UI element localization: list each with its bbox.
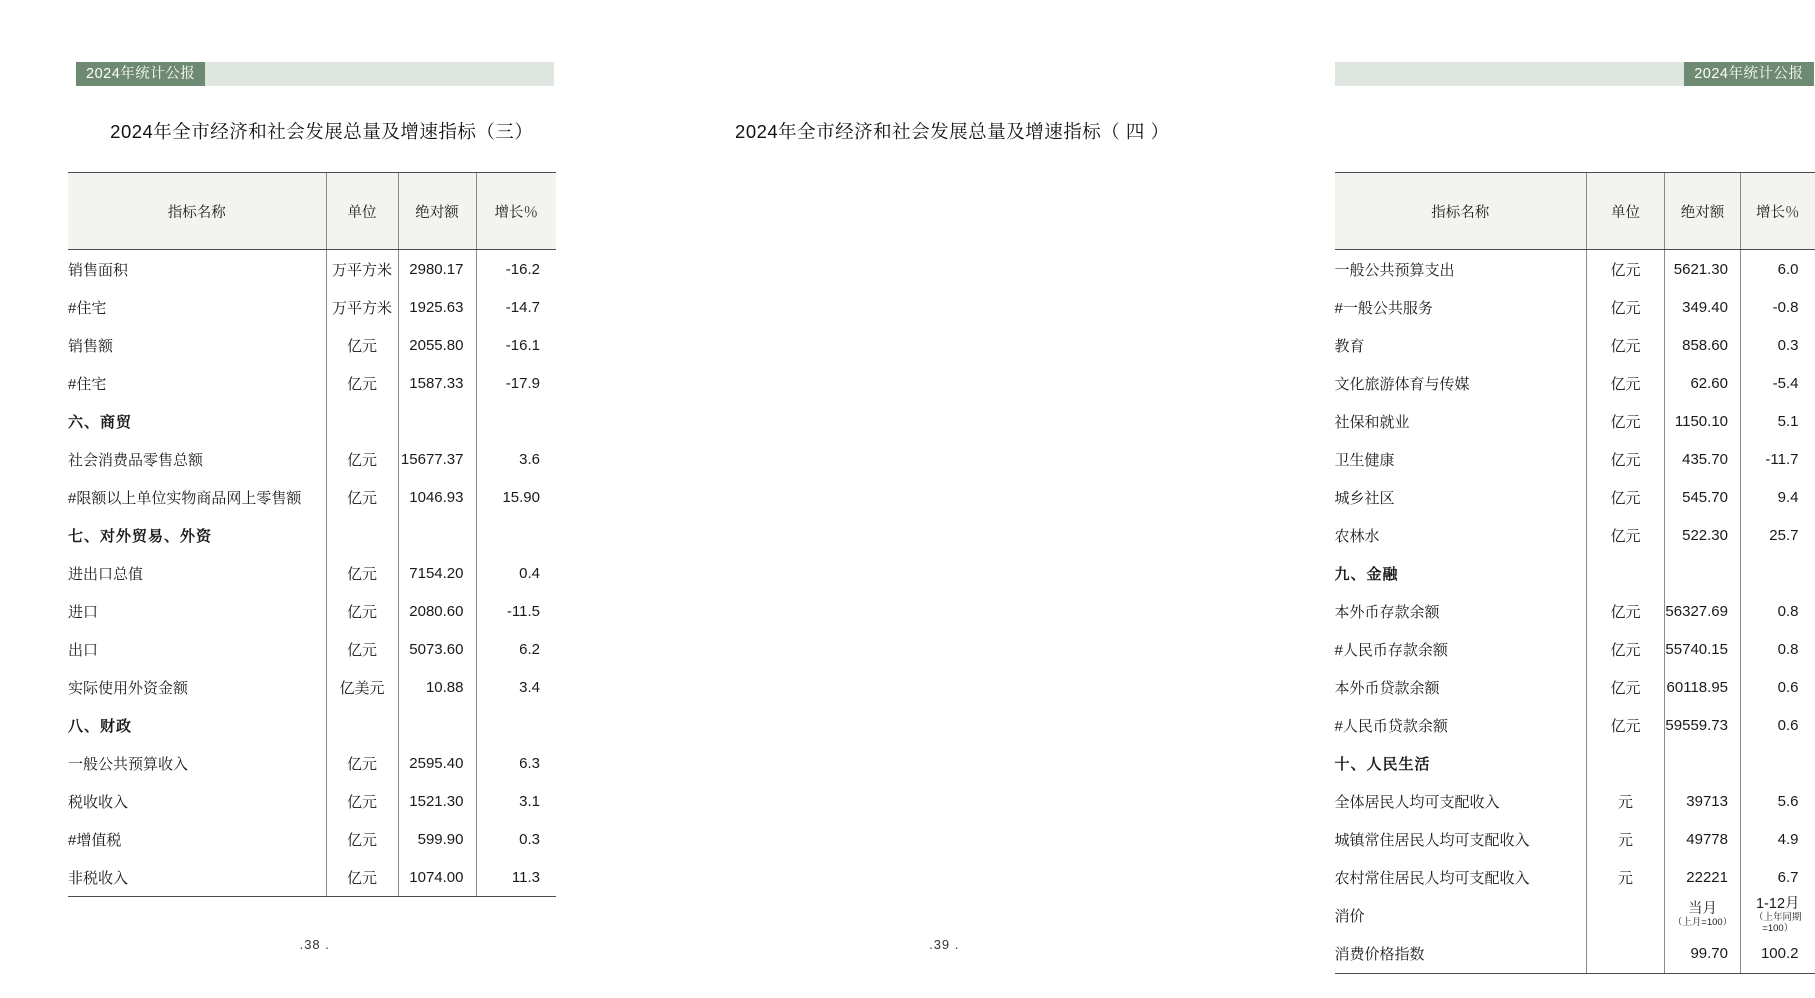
indicator-unit: 亿元 [326,326,398,364]
indicator-growth: 6.0 [1741,250,1815,289]
indicator-absolute: 1046.93 [398,478,476,516]
col-header-unit: 单位 [326,173,398,250]
indicator-growth: 0.3 [1741,326,1815,364]
indicator-unit [1587,744,1665,782]
indicator-absolute [398,706,476,744]
indicator-growth: -17.9 [476,364,556,402]
indicator-absolute: 59559.73 [1665,706,1741,744]
running-header-left [76,62,554,86]
table-row [1335,896,1815,935]
indicator-growth: 3.1 [476,782,556,820]
table-row [1335,706,1815,744]
indicator-name: #人民币存款余额 [1334,641,1448,659]
indicator-unit [1587,896,1665,935]
indicator-unit: 亿美元 [326,668,398,706]
indicator-growth: 0.8 [1741,592,1815,630]
indicator-unit: 亿元 [1587,364,1665,402]
indicator-growth: 1-12月 （上年同期=100） [1741,896,1815,935]
indicator-growth: 3.6 [476,440,556,478]
indicator-absolute: 349.40 [1665,288,1741,326]
indicator-name: 文化旅游体育与传媒 [1334,375,1470,393]
indicator-absolute: 56327.69 [1665,592,1741,630]
table-body-left [68,250,556,897]
indicator-growth: 5.6 [1741,782,1815,820]
indicator-unit: 元 [1587,858,1665,896]
indicator-growth [1741,554,1815,592]
indicator-name: 一般公共预算支出 [1334,261,1455,279]
indicator-name: 实际使用外资金额 [68,679,189,697]
indicator-growth: 6.3 [476,744,556,782]
indicator-name: 一般公共预算收入 [68,755,189,773]
running-header-label-right: 2024年统计公报 [1684,62,1813,86]
indicator-absolute: 2080.60 [398,592,476,630]
indicator-unit: 万平方米 [326,288,398,326]
indicator-growth: -16.1 [476,326,556,364]
indicator-unit: 万平方米 [326,250,398,289]
table-row [68,744,556,782]
indicator-name: 社会消费品零售总额 [68,451,204,469]
indicator-growth: -5.4 [1741,364,1815,402]
table-head-right [1335,173,1815,250]
indicator-name: 农村常住居民人均可支配收入 [1334,869,1530,887]
table-row [1335,440,1815,478]
indicator-absolute: 60118.95 [1665,668,1741,706]
indicator-name: #住宅 [68,375,107,393]
indicator-unit: 亿元 [326,782,398,820]
indicator-growth [476,402,556,440]
indicator-unit: 亿元 [1587,516,1665,554]
indicator-growth [476,516,556,554]
indicator-absolute: 39713 [1665,782,1741,820]
indicator-name: 本外币存款余额 [1334,603,1440,621]
indicator-unit: 亿元 [326,554,398,592]
indicator-name: 销售面积 [68,261,129,279]
page-number-left: .38 . [299,937,330,952]
indicator-growth: 4.9 [1741,820,1815,858]
table-row [1335,820,1815,858]
table-row [68,326,556,364]
indicator-unit: 亿元 [326,744,398,782]
table-row [68,706,556,744]
indicator-name: 全体居民人均可支配收入 [1334,793,1500,811]
table-row [68,820,556,858]
indicator-growth: -11.7 [1741,440,1815,478]
indicator-name: #增值税 [68,831,122,849]
indicator-absolute: 1150.10 [1665,402,1741,440]
table-row [1335,592,1815,630]
indicator-growth [476,706,556,744]
indicator-growth: 6.7 [1741,858,1815,896]
indicator-unit: 亿元 [1587,706,1665,744]
indicator-absolute: 858.60 [1665,326,1741,364]
indicator-absolute [398,516,476,554]
page-right [630,0,1804,998]
section-heading: 九、金融 [1334,565,1399,583]
col-header-indicator: 指标名称 [68,173,326,250]
col-header-absolute: 绝对额 [1665,173,1741,250]
indicator-name: 城镇常住居民人均可支配收入 [1334,831,1530,849]
table-row [68,630,556,668]
header-rule-left [205,62,554,86]
table-row [68,592,556,630]
col-header-growth: 增长％ [476,173,556,250]
table-header-row [1335,173,1815,250]
indicator-absolute: 1925.63 [398,288,476,326]
indicator-name: 销售额 [68,337,114,355]
header-rule-right [1335,62,1685,86]
table-row [68,250,556,289]
table-row [1335,250,1815,289]
indicator-name: 进出口总值 [68,565,144,583]
table-row [68,858,556,897]
indicator-unit: 亿元 [1587,592,1665,630]
indicator-absolute [1665,554,1741,592]
table-row [1335,935,1815,974]
table-row [1335,288,1815,326]
indicator-growth: 15.90 [476,478,556,516]
indicator-absolute [398,402,476,440]
indicator-growth: -11.5 [476,592,556,630]
indicator-growth [1741,744,1815,782]
indicator-growth: -14.7 [476,288,556,326]
table-head-left [68,173,556,250]
col-header-absolute: 绝对额 [398,173,476,250]
indicator-unit: 元 [1587,820,1665,858]
indicator-growth: 25.7 [1741,516,1815,554]
indicator-unit [1587,554,1665,592]
col-header-unit: 单位 [1587,173,1665,250]
indicator-growth: 3.4 [476,668,556,706]
indicator-absolute: 2055.80 [398,326,476,364]
table-row [1335,402,1815,440]
indicator-absolute: 10.88 [398,668,476,706]
table-row [1335,858,1815,896]
table-row [68,364,556,402]
indicator-name: 消价 [1334,907,1365,925]
table-row [1335,478,1815,516]
table-body-right [1335,250,1815,974]
indicator-unit: 亿元 [326,478,398,516]
indicator-name: 进口 [68,603,99,621]
indicator-absolute: 1587.33 [398,364,476,402]
indicator-absolute: 15677.37 [398,440,476,478]
page-title-right: 2024年全市经济和社会发展总量及增速指标（ 四 ） [735,121,1170,142]
indicator-unit: 亿元 [326,364,398,402]
indicator-absolute: 2980.17 [398,250,476,289]
table-row [68,440,556,478]
indicator-absolute: 5073.60 [398,630,476,668]
indicator-unit: 亿元 [326,820,398,858]
indicator-growth: 11.3 [476,858,556,897]
section-heading: 七、对外贸易、外资 [68,527,213,545]
indicator-absolute: 599.90 [398,820,476,858]
table-row [1335,782,1815,820]
indicator-unit: 亿元 [1587,630,1665,668]
indicator-absolute: 7154.20 [398,554,476,592]
indicator-absolute: 当月 （上月=100） [1665,896,1741,935]
indicator-unit: 亿元 [1587,402,1665,440]
indicator-growth: 6.2 [476,630,556,668]
table-row [1335,364,1815,402]
indicator-unit [326,402,398,440]
indicator-absolute: 435.70 [1665,440,1741,478]
indicator-name: #住宅 [68,299,107,317]
indicator-absolute: 1521.30 [398,782,476,820]
indicator-unit: 元 [1587,782,1665,820]
table-row [1335,668,1815,706]
indicator-name: 出口 [68,641,99,659]
table-row [1335,554,1815,592]
indicator-name: 非税收入 [68,858,326,897]
indicator-unit: 亿元 [1587,440,1665,478]
indicator-name: #人民币贷款余额 [1334,717,1448,735]
indicator-absolute: 49778 [1665,820,1741,858]
indicator-growth: 0.8 [1741,630,1815,668]
table-row [68,478,556,516]
col-header-indicator: 指标名称 [1335,173,1587,250]
indicator-name: #限额以上单位实物商品网上零售额 [68,489,302,507]
indicator-name: 消费价格指数 [1335,935,1587,974]
stat-table-left [68,172,556,897]
section-heading: 六、商贸 [68,413,133,431]
table-row [1335,516,1815,554]
indicator-absolute: 1074.00 [398,858,476,897]
indicator-growth: 5.1 [1741,402,1815,440]
stat-table-right [1335,172,1815,974]
page-title-left: 2024年全市经济和社会发展总量及增速指标（三） [110,121,534,142]
indicator-absolute: 522.30 [1665,516,1741,554]
indicator-absolute: 2595.40 [398,744,476,782]
indicator-absolute: 55740.15 [1665,630,1741,668]
indicator-name: 教育 [1334,337,1365,355]
indicator-growth: 0.3 [476,820,556,858]
indicator-absolute: 99.70 [1665,935,1741,974]
running-header-right [1335,62,1814,86]
table-header-row [68,173,556,250]
table-row [1335,326,1815,364]
table-row [1335,630,1815,668]
indicator-absolute: 22221 [1665,858,1741,896]
col-header-growth: 增长％ [1741,173,1815,250]
indicator-absolute: 62.60 [1665,364,1741,402]
indicator-growth: -16.2 [476,250,556,289]
indicator-name: 本外币贷款余额 [1334,679,1440,697]
indicator-unit [326,516,398,554]
indicator-growth: 0.4 [476,554,556,592]
running-header-label-left: 2024年统计公报 [76,62,205,86]
table-row [68,554,556,592]
indicator-unit [326,706,398,744]
indicator-unit: 亿元 [1587,288,1665,326]
table-row [68,782,556,820]
page-number-right: .39 . [929,937,960,952]
table-row [68,516,556,554]
indicator-name: 税收收入 [68,793,129,811]
indicator-unit: 亿元 [1587,668,1665,706]
indicator-growth: 9.4 [1741,478,1815,516]
table-row [68,402,556,440]
indicator-growth: 0.6 [1741,706,1815,744]
indicator-unit: 亿元 [1587,250,1665,289]
indicator-unit [1587,935,1665,974]
indicator-name: 农林水 [1334,527,1380,545]
indicator-growth: 0.6 [1741,668,1815,706]
indicator-absolute: 5621.30 [1665,250,1741,289]
indicator-unit: 亿元 [1587,478,1665,516]
indicator-unit: 亿元 [326,592,398,630]
indicator-name: 城乡社区 [1334,489,1395,507]
indicator-name: 卫生健康 [1334,451,1395,469]
indicator-unit: 亿元 [1587,326,1665,364]
indicator-absolute [1665,744,1741,782]
indicator-growth: 100.2 [1741,935,1815,974]
indicator-growth: -0.8 [1741,288,1815,326]
table-row [1335,744,1815,782]
page-left [0,0,630,998]
indicator-absolute: 545.70 [1665,478,1741,516]
section-heading: 八、财政 [68,717,133,735]
indicator-unit: 亿元 [326,440,398,478]
indicator-name: #一般公共服务 [1334,299,1433,317]
indicator-name: 社保和就业 [1334,413,1410,431]
section-heading: 十、人民生活 [1334,755,1431,773]
indicator-unit: 亿元 [326,630,398,668]
table-row [68,288,556,326]
table-row [68,668,556,706]
indicator-unit: 亿元 [326,858,398,897]
